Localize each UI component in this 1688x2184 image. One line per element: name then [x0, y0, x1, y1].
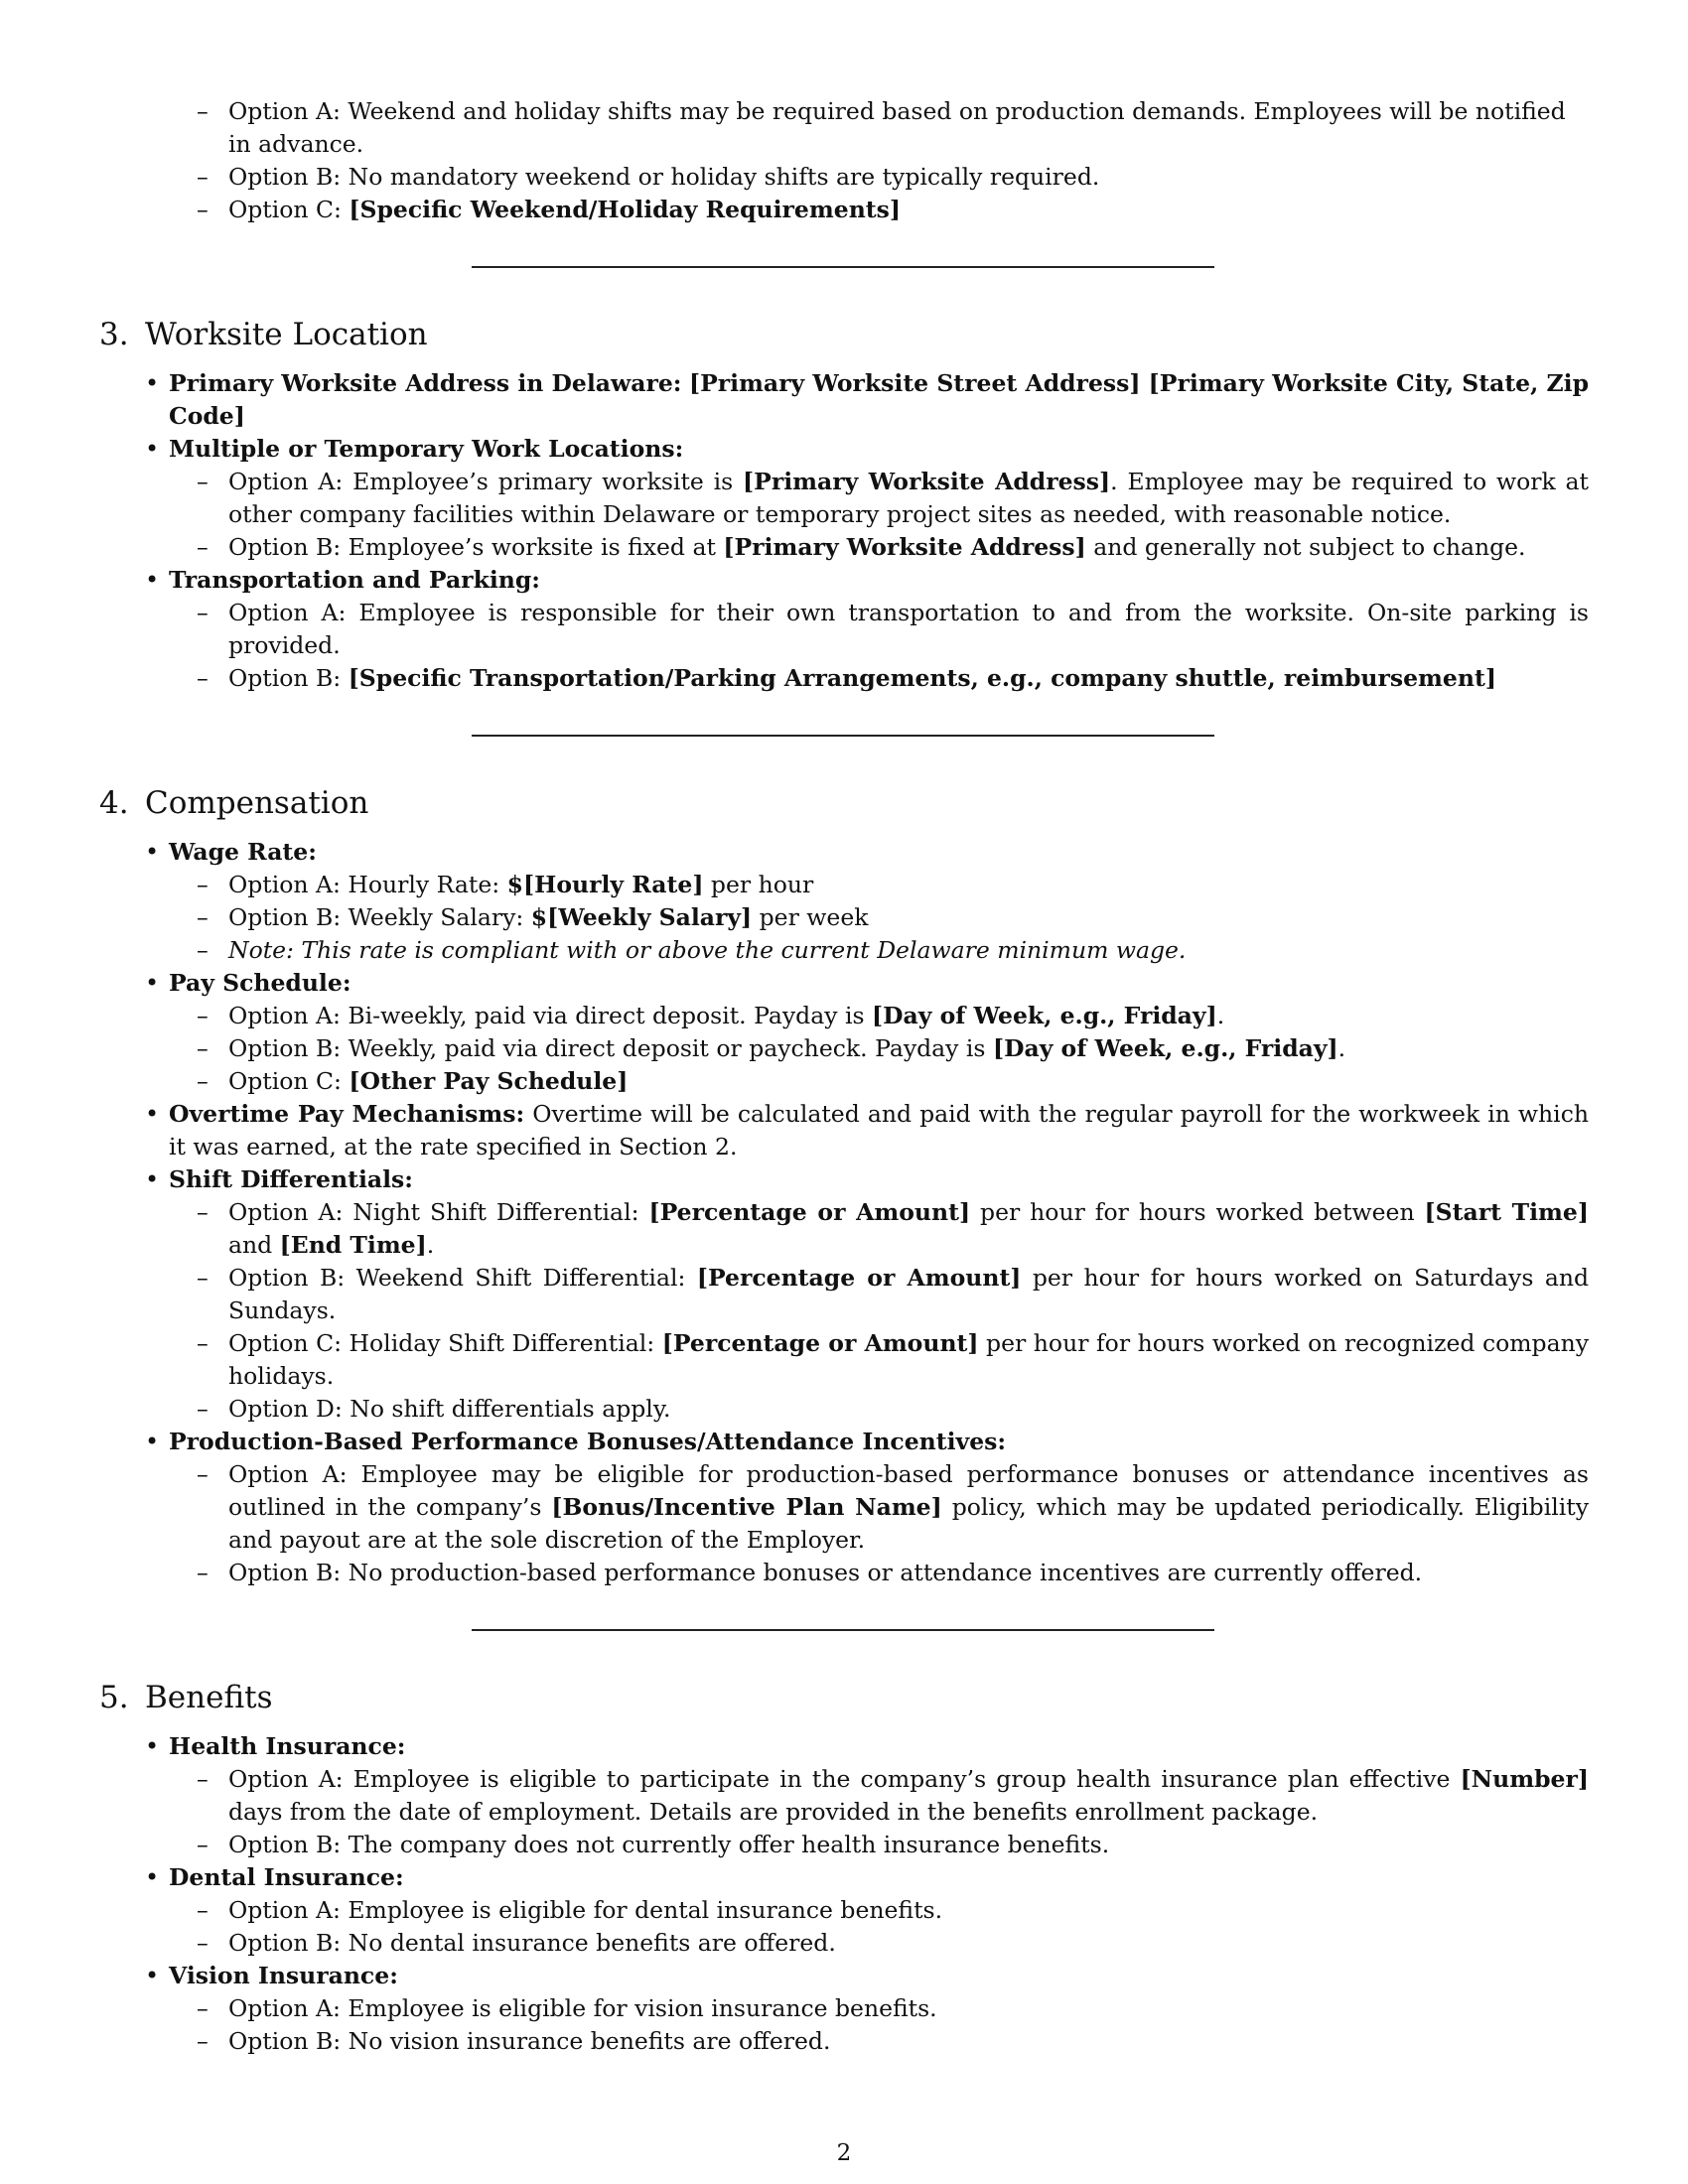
placeholder-field: [Percentage or Amount]: [661, 1329, 979, 1357]
list-item: [228, 1763, 1589, 1829]
option-text: Option A: Hourly Rate:: [228, 871, 507, 898]
list-item: [228, 1458, 1589, 1557]
sub-list: [169, 466, 1589, 564]
section-heading-benefits: [99, 1679, 1589, 1716]
option-text: Option C:: [228, 1067, 350, 1095]
section-number: 5.: [99, 1680, 129, 1715]
list-item: [228, 194, 1589, 226]
option-text: Option A: Employee may be eligible for production-based performance bonuses or attendance incentives as outlined in the company’s: [228, 1460, 1589, 1521]
weekend-options-list: [99, 95, 1589, 226]
option-text: Option C:: [228, 196, 350, 223]
list-item: [228, 662, 1589, 695]
list-item: [228, 901, 1589, 934]
placeholder-field: [Other Pay Schedule]: [349, 1067, 629, 1095]
option-text: .: [1337, 1034, 1346, 1062]
list-item: [228, 934, 1589, 967]
list-item: [169, 1163, 1589, 1426]
item-label: Primary Worksite Address in Delaware:: [169, 369, 682, 397]
option-text: Option B: No dental insurance benefits are offered.: [228, 1929, 836, 1957]
option-text: Option B: No production-based performance bonuses or attendance incentives are currently offered.: [228, 1559, 1423, 1586]
option-text: Option C: Holiday Shift Differential:: [228, 1329, 662, 1357]
option-text: Option B:: [228, 664, 349, 692]
option-text: Option B: No mandatory weekend or holiday shifts are typically required.: [228, 163, 1100, 191]
placeholder-field: [Primary Worksite Street Address] [Primary Worksite City, State, Zip Code]: [169, 369, 1590, 430]
item-label: Shift Differentials:: [169, 1165, 413, 1193]
item-label: Multiple or Temporary Work Locations:: [169, 435, 684, 463]
sub-list: [169, 1894, 1589, 1960]
option-text: per hour: [703, 871, 814, 898]
sub-list: [169, 1763, 1589, 1861]
option-text: Option A: Employee’s primary worksite is: [228, 468, 744, 495]
worksite-list: [99, 367, 1589, 695]
option-text: days from the date of employment. Details are provided in the benefits enrollment package.: [228, 1798, 1319, 1826]
placeholder-field: $[Weekly Salary]: [530, 903, 753, 931]
sub-list: [169, 1458, 1589, 1589]
list-item: [228, 1393, 1589, 1426]
list-item: [228, 1992, 1589, 2025]
option-text: per hour for hours worked between: [970, 1198, 1425, 1226]
section-divider: [472, 735, 1214, 737]
section-divider: [472, 266, 1214, 268]
list-item: [169, 836, 1589, 967]
option-text: Option B: Employee’s worksite is fixed at: [228, 533, 724, 561]
option-text: per hour for hours worked on Saturdays and Sundays.: [228, 1264, 1590, 1324]
placeholder-field: [Start Time]: [1424, 1198, 1589, 1226]
item-label: Transportation and Parking:: [169, 566, 540, 594]
option-text: Option A: Employee is eligible for vision insurance benefits.: [228, 1994, 937, 2022]
item-label: Production-Based Performance Bonuses/Attendance Incentives:: [169, 1428, 1007, 1455]
page-number: 2: [836, 2140, 852, 2166]
list-item: [228, 1196, 1589, 1262]
placeholder-field: [Specific Weekend/Holiday Requirements]: [349, 196, 901, 223]
list-item: [228, 1894, 1589, 1927]
list-item: [169, 967, 1589, 1098]
placeholder-field: [End Time]: [279, 1231, 427, 1259]
option-text: per hour for hours worked on recognized company holidays.: [228, 1329, 1589, 1390]
item-label: Wage Rate:: [169, 838, 317, 866]
section-heading-compensation: [99, 784, 1589, 822]
option-text: Option B: No vision insurance benefits are offered.: [228, 2027, 831, 2055]
list-item: [228, 1557, 1589, 1589]
list-item: [169, 1960, 1589, 2058]
list-item: [228, 531, 1589, 564]
list-item: [228, 1000, 1589, 1032]
placeholder-field: [Percentage or Amount]: [696, 1264, 1022, 1292]
option-text: Option B: Weekly, paid via direct deposit or paycheck. Payday is: [228, 1034, 993, 1062]
sub-list: [169, 597, 1589, 695]
item-label: Health Insurance:: [169, 1732, 406, 1760]
list-item: [228, 466, 1589, 531]
list-item: [169, 564, 1589, 695]
section-heading-worksite: [99, 316, 1589, 353]
sub-list: [169, 1992, 1589, 2058]
list-item: [169, 433, 1589, 564]
list-item: [228, 869, 1589, 901]
section-title: Compensation: [145, 785, 369, 821]
sub-list: [169, 869, 1589, 967]
section-title: Worksite Location: [145, 317, 428, 352]
compensation-list: [99, 836, 1589, 1589]
item-label: Overtime Pay Mechanisms:: [169, 1100, 525, 1128]
item-label: Dental Insurance:: [169, 1863, 404, 1891]
placeholder-field: [Percentage or Amount]: [648, 1198, 971, 1226]
item-label: Vision Insurance:: [169, 1962, 398, 1989]
option-text: and generally not subject to change.: [1085, 533, 1526, 561]
option-text: Option A: Bi-weekly, paid via direct deposit. Payday is: [228, 1002, 873, 1029]
option-text: Option B: Weekend Shift Differential:: [228, 1264, 697, 1292]
list-item: [169, 1730, 1589, 1861]
option-text: Option A: Weekend and holiday shifts may be required based on production demands. Employees will be notified in advance.: [228, 97, 1566, 158]
placeholder-field: [Day of Week, e.g., Friday]: [992, 1034, 1338, 1062]
sub-list: [169, 1000, 1589, 1098]
note-text: Note: This rate is compliant with or above the current Delaware minimum wage.: [228, 936, 1187, 964]
placeholder-field: [Bonus/Incentive Plan Name]: [551, 1493, 942, 1521]
section-divider: [472, 1629, 1214, 1631]
list-item: [169, 1861, 1589, 1960]
option-text: Option D: No shift differentials apply.: [228, 1395, 671, 1423]
benefits-list: [99, 1730, 1589, 2058]
placeholder-field: [Primary Worksite Address]: [743, 468, 1111, 495]
option-text: Option B: Weekly Salary:: [228, 903, 531, 931]
list-item: [228, 1262, 1589, 1327]
list-item: [228, 1032, 1589, 1065]
list-item: [228, 1829, 1589, 1861]
list-item: [228, 1327, 1589, 1393]
placeholder-field: [Number]: [1460, 1765, 1589, 1793]
list-item: [228, 161, 1589, 194]
list-item: [228, 597, 1589, 662]
list-item: [169, 1426, 1589, 1589]
sub-list: [169, 1196, 1589, 1426]
option-text: policy, which may be updated periodically. Eligibility and payout are at the sole discretion of the Employer.: [228, 1493, 1589, 1554]
option-text: and: [228, 1231, 280, 1259]
item-label: Pay Schedule:: [169, 969, 352, 997]
section-number: 4.: [99, 785, 129, 821]
option-text: . Employee may be required to work at other company facilities within Delaware or temporary project sites as needed, with reasonable notice.: [228, 468, 1589, 528]
section-number: 3.: [99, 317, 129, 352]
list-item: [169, 367, 1589, 433]
placeholder-field: [Primary Worksite Address]: [723, 533, 1086, 561]
list-item: [228, 1927, 1589, 1960]
placeholder-field: [Day of Week, e.g., Friday]: [872, 1002, 1217, 1029]
section-title: Benefits: [145, 1680, 273, 1715]
page-content: [99, 95, 1589, 2058]
option-text: per week: [752, 903, 869, 931]
option-text: Option B: The company does not currently offer health insurance benefits.: [228, 1831, 1110, 1858]
option-text: Option A: Night Shift Differential:: [228, 1198, 649, 1226]
option-text: .: [426, 1231, 435, 1259]
option-text: Option A: Employee is responsible for their own transportation to and from the worksite. On-site parking is provided.: [228, 599, 1589, 659]
list-item: [169, 1098, 1589, 1163]
item-text: Overtime will be calculated and paid with the regular payroll for the workweek in which it was earned, at the rate specified in Section 2.: [169, 1100, 1589, 1160]
list-item: [228, 1065, 1589, 1098]
list-item: [228, 95, 1589, 161]
option-text: Option A: Employee is eligible for dental insurance benefits.: [228, 1896, 943, 1924]
option-text: .: [1216, 1002, 1225, 1029]
placeholder-field: $[Hourly Rate]: [506, 871, 704, 898]
list-item: [228, 2025, 1589, 2058]
placeholder-field: [Specific Transportation/Parking Arrangements, e.g., company shuttle, reimbursement]: [348, 664, 1496, 692]
option-text: Option A: Employee is eligible to participate in the company’s group health insurance plan effective: [228, 1765, 1461, 1793]
